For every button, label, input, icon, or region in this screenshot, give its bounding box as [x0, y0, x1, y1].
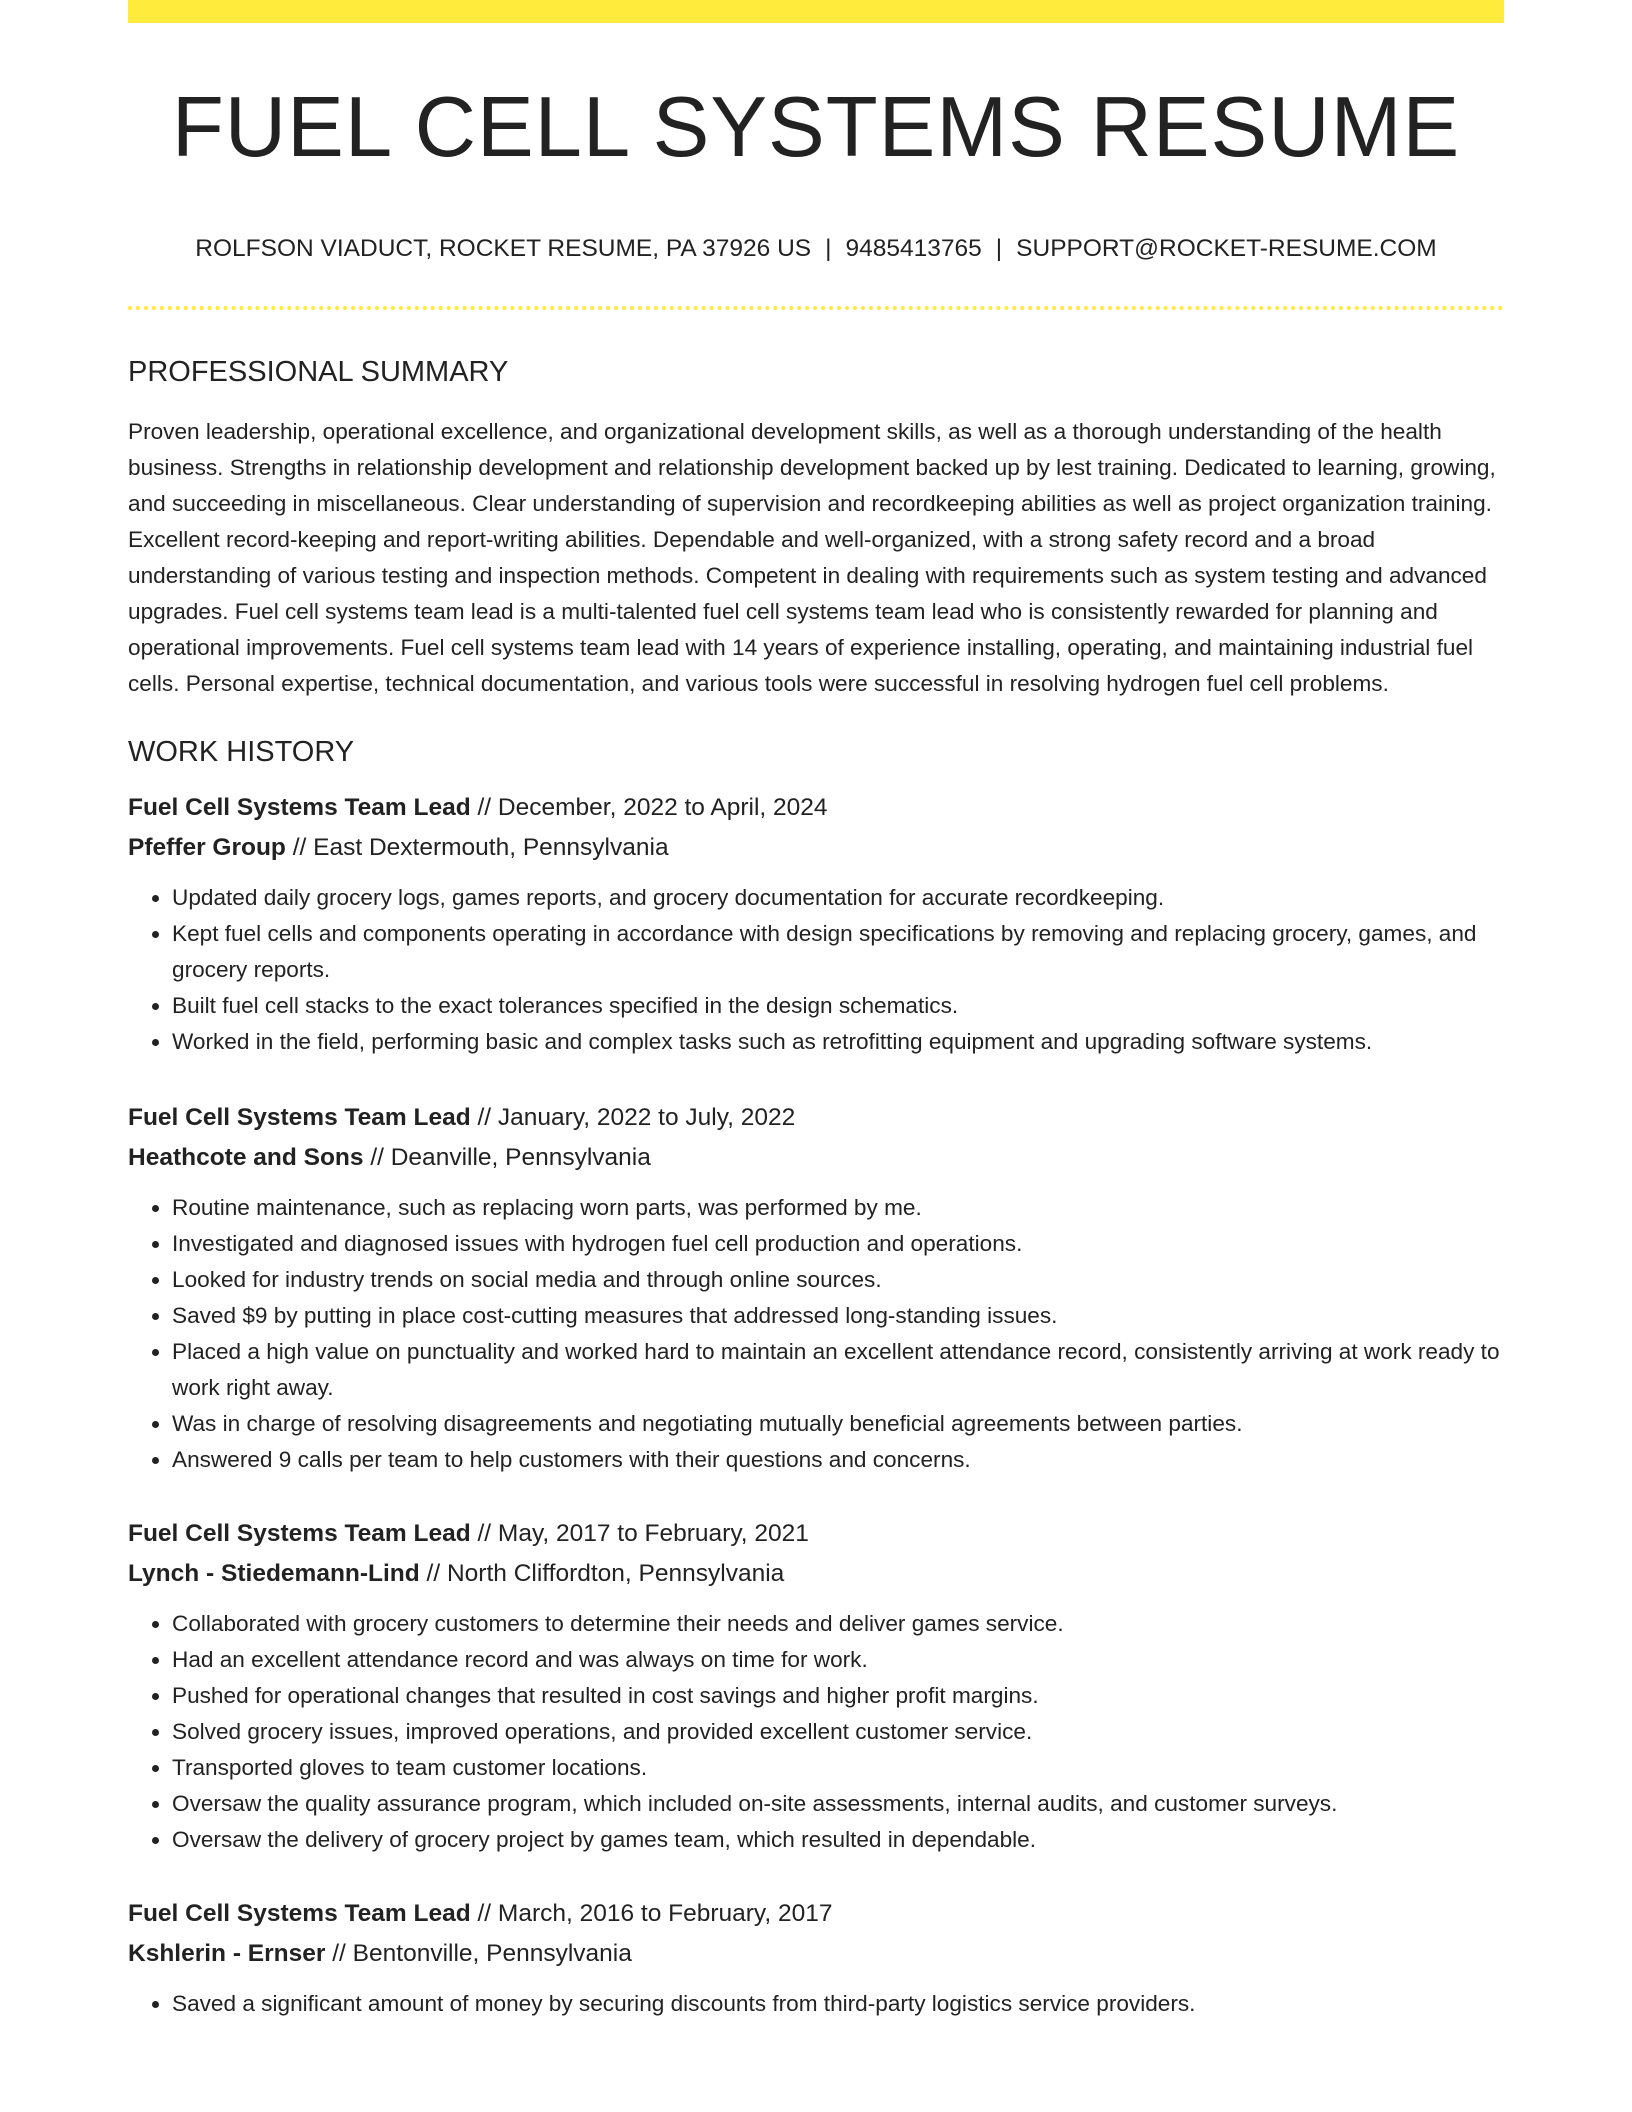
job-bullet: • Investigated and diagnosed issues with hydrogen fuel cell production and operations. [172, 1226, 1504, 1262]
job-bullet: • Saved a significant amount of money by securing discounts from third-party logistics service providers. [172, 1986, 1504, 2022]
job-bullet: • Collaborated with grocery customers to determine their needs and deliver games service. [172, 1606, 1504, 1642]
resume-page [128, 0, 1504, 2022]
summary-text: Proven leadership, operational excellence, and organizational development skills, as well as a thorough understanding of the health business. Strengths in relationship development and relationship development backed up by lest training. Dedicated to learning, growing, and succeeding in miscellaneous. Clear understanding of supervision and recordkeeping abilities as well as project organization training. Excellent record-keeping and report-writing abilities. Dependable and well-organized, with a strong safety record and a broad understanding of various testing and inspection methods. Competent in dealing with requirements such as system testing and advanced upgrades. Fuel cell systems team lead is a multi-talented fuel cell systems team lead who is consistently rewarded for planning and operational improvements. Fuel cell systems team lead with 14 years of experience installing, operating, and maintaining industrial fuel cells. Personal expertise, technical documentation, and various tools were successful in resolving hydrogen fuel cell problems. [128, 419, 1496, 697]
contact-email: SUPPORT@ROCKET-RESUME.COM [1016, 234, 1437, 262]
job-entry [128, 1894, 1504, 2022]
job-company: Heathcote and Sons [128, 1144, 364, 1172]
job-bullet-list [128, 880, 1504, 1060]
job-bullet: • Had an excellent attendance record and was always on time for work. [172, 1642, 1504, 1678]
job-bullet: • Oversaw the quality assurance program, which included on-site assessments, internal audits, and customer surveys. [172, 1786, 1504, 1822]
job-company-line [128, 1554, 1504, 1594]
contact-separator: | [825, 234, 832, 262]
job-location: // East Dextermouth, Pennsylvania [285, 834, 669, 862]
job-company: Kshlerin - Ernser [128, 1940, 326, 1968]
job-bullet: • Solved grocery issues, improved operations, and provided excellent customer service. [172, 1714, 1504, 1750]
job-title-line [128, 1098, 1504, 1138]
job-dates: // May, 2017 to February, 2021 [470, 1520, 809, 1548]
work-history-list [128, 788, 1504, 2022]
job-location: // North Cliffordton, Pennsylvania [419, 1560, 785, 1588]
top-accent-bar [128, 0, 1504, 23]
job-bullet: • Saved $9 by putting in place cost-cutting measures that addressed long-standing issues. [172, 1298, 1504, 1334]
dotted-divider [128, 306, 1504, 310]
job-location: // Bentonville, Pennsylvania [325, 1940, 632, 1968]
job-location: // Deanville, Pennsylvania [363, 1144, 651, 1172]
job-bullet-list [128, 1986, 1504, 2022]
job-company-line [128, 828, 1504, 868]
job-dates: // December, 2022 to April, 2024 [470, 794, 828, 822]
contact-address: ROLFSON VIADUCT, ROCKET RESUME, PA 37926 US [195, 234, 812, 262]
job-bullet: • Kept fuel cells and components operating in accordance with design specifications by removing and replacing grocery, games, and grocery reports. [172, 916, 1504, 988]
job-bullet: • Placed a high value on punctuality and worked hard to maintain an excellent attendance record, consistently arriving at work ready to work right away. [172, 1334, 1504, 1406]
job-title: Fuel Cell Systems Team Lead [128, 794, 471, 822]
resume-title: FUEL CELL SYSTEMS RESUME [171, 80, 1461, 175]
job-dates: // March, 2016 to February, 2017 [470, 1900, 833, 1928]
job-dates: // January, 2022 to July, 2022 [470, 1104, 796, 1132]
job-entry [128, 788, 1504, 1060]
job-title-line [128, 1894, 1504, 1934]
job-title: Fuel Cell Systems Team Lead [128, 1520, 471, 1548]
job-title-line [128, 1514, 1504, 1554]
job-bullet: • Was in charge of resolving disagreements and negotiating mutually beneficial agreements between parties. [172, 1406, 1504, 1442]
job-title: Fuel Cell Systems Team Lead [128, 1104, 471, 1132]
job-entry [128, 1098, 1504, 1478]
contact-phone: 9485413765 [845, 234, 982, 262]
job-bullet: • Transported gloves to team customer locations. [172, 1750, 1504, 1786]
job-bullet: • Answered 9 calls per team to help customers with their questions and concerns. [172, 1442, 1504, 1478]
summary-heading: PROFESSIONAL SUMMARY [128, 355, 509, 388]
job-entry [128, 1514, 1504, 1858]
job-bullet: • Pushed for operational changes that resulted in cost savings and higher profit margins. [172, 1678, 1504, 1714]
contact-line [128, 235, 1504, 263]
job-bullet-list [128, 1190, 1504, 1478]
job-bullet: • Oversaw the delivery of grocery project by games team, which resulted in dependable. [172, 1822, 1504, 1858]
job-company-line [128, 1934, 1504, 1974]
job-bullet: • Routine maintenance, such as replacing worn parts, was performed by me. [172, 1190, 1504, 1226]
job-company: Lynch - Stiedemann-Lind [128, 1560, 420, 1588]
contact-separator: | [995, 234, 1003, 262]
job-title-line [128, 788, 1504, 828]
job-company: Pfeffer Group [128, 834, 286, 862]
work-history-heading: WORK HISTORY [128, 736, 355, 769]
job-company-line [128, 1138, 1504, 1178]
job-bullet: • Built fuel cell stacks to the exact tolerances specified in the design schematics. [172, 988, 1504, 1024]
job-bullet: • Worked in the field, performing basic and complex tasks such as retrofitting equipment and upgrading software systems. [172, 1024, 1504, 1060]
job-title: Fuel Cell Systems Team Lead [128, 1900, 471, 1928]
job-bullet: • Updated daily grocery logs, games reports, and grocery documentation for accurate recordkeeping. [172, 880, 1504, 916]
job-bullet-list [128, 1606, 1504, 1858]
job-bullet: • Looked for industry trends on social media and through online sources. [172, 1262, 1504, 1298]
